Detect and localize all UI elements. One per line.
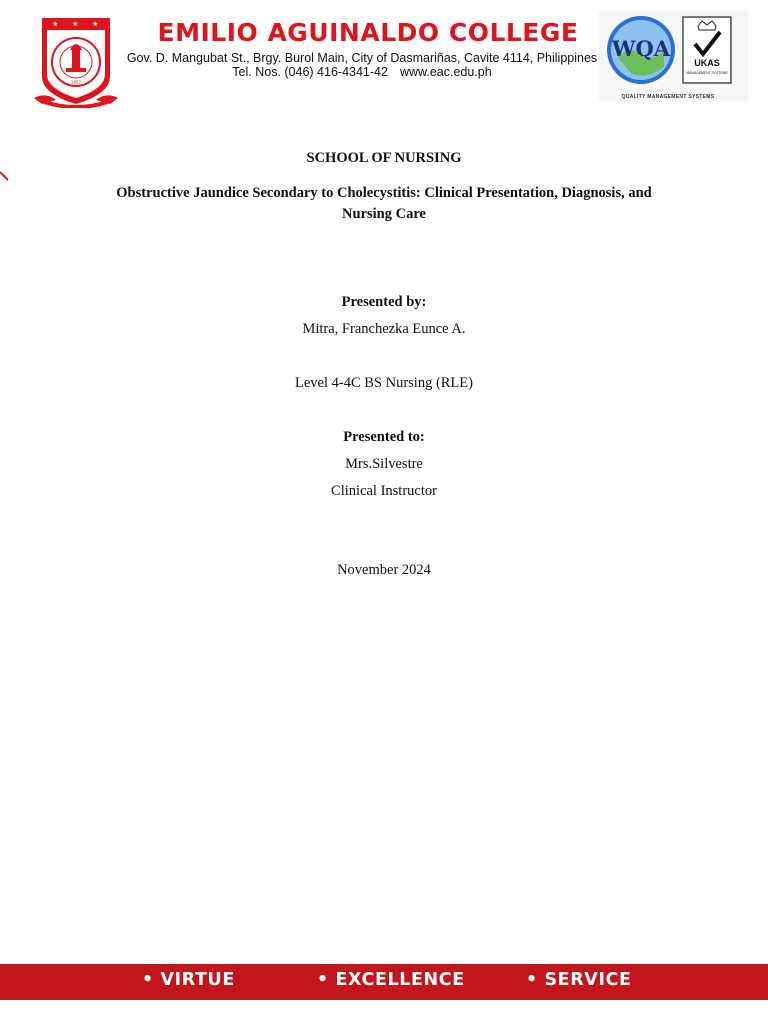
student-level: Level 4-4C BS Nursing (RLE) <box>294 375 473 391</box>
student-name: Mitra, Franchezka Eunce A. <box>302 321 466 337</box>
svg-text:★: ★ <box>52 20 59 28</box>
college-contact <box>118 65 606 79</box>
document-title-line-2: Nursing Care <box>342 206 426 222</box>
presented-by-label: Presented by: <box>341 294 427 310</box>
core-value-excellence: • EXCELLENCE <box>317 970 465 990</box>
core-value-service: • SERVICE <box>526 970 632 990</box>
letterhead <box>0 0 768 115</box>
wqa-certification-logo <box>606 14 676 86</box>
college-website: www.eac.edu.ph <box>399 65 492 79</box>
college-seal-logo <box>34 14 118 108</box>
certification-caption: QUALITY MANAGEMENT SYSTEMS <box>621 94 715 100</box>
telephone-numbers: Tel. Nos. (046) 416-4341-42 <box>232 65 388 79</box>
ukas-certification-logo <box>682 16 732 84</box>
core-values-footer <box>0 964 768 1000</box>
svg-text:UKAS: UKAS <box>694 58 720 68</box>
core-value-virtue: • VIRTUE <box>142 970 235 990</box>
school-name: SCHOOL OF NURSING <box>306 150 462 166</box>
svg-text:WQA: WQA <box>611 36 671 61</box>
college-name: EMILIO AGUINALDO COLLEGE <box>157 18 579 47</box>
svg-text:★: ★ <box>92 20 99 28</box>
instructor-name: Mrs.Silvestre <box>345 456 423 472</box>
svg-text:1957: 1957 <box>70 80 82 85</box>
svg-text:MANAGEMENT SYSTEMS: MANAGEMENT SYSTEMS <box>686 71 728 75</box>
svg-text:★: ★ <box>72 20 79 28</box>
document-date: November 2024 <box>337 562 431 578</box>
certification-logos <box>598 10 748 102</box>
red-tick-mark <box>0 170 10 182</box>
presented-to-label: Presented to: <box>343 429 425 445</box>
document-title-line-1: Obstructive Jaundice Secondary to Cholecystitis: Clinical Presentation, Diagnosis, and <box>116 185 652 201</box>
instructor-role: Clinical Instructor <box>331 483 437 499</box>
college-address: Gov. D. Mangubat St., Brgy. Burol Main, City of Dasmariñas, Cavite 4114, Philippines <box>126 51 598 65</box>
